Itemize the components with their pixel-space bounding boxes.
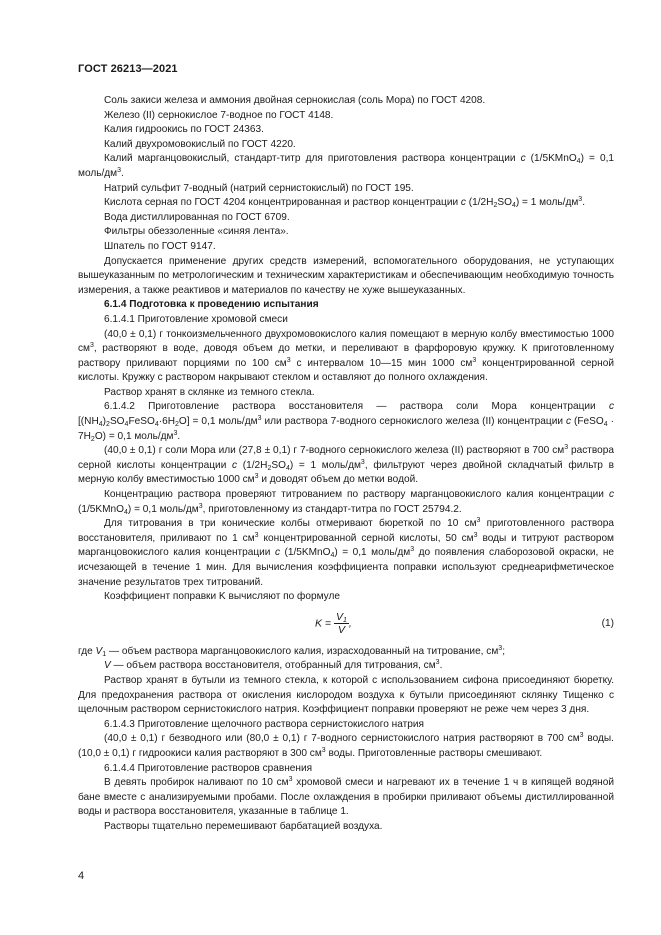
reagent-spatula: Шпатель по ГОСТ 9147. [104, 240, 216, 252]
correction-factor-intro: Коэффициент поправки K вычисляют по формуле [104, 591, 340, 603]
reducer-storage: Раствор хранят в бутыли из темного стекла, к которой с использованием сифона присоединяют бюретку. Для предохранения раствора от окисления кислородом воздуха к бутыли присоединяют склянку Тищенко с щелочным раствором сернистокислого натрия. Коэффициент поправки проверяют не реже чем через 3 дня. [78, 674, 614, 716]
section-6-1-4-2-title: 6.1.4.2 Приготовление раствора восстановителя — раствора соли Мора концентрации c $[(NH_4)_2SO_4FeSO_4\cdot 6H_2O] = 0,1$ моль/$дм^3$ или раствора 7-водного сернокислого железа (II) концентрации c (FeSO$_4$ · $7H_2O) = 0,1$ моль/$дм^3$. [78, 401, 614, 443]
alkaline-sulfite-procedure: (40,0 ± 0,1) г безводного или (80,0 ± 0,1) г 7-водного сернистокислого натрия растворяют в 700 $см^3$ воды. (10,0 ± 0,1) г гидроокиси калия растворяют в 300 $см^3$ воды. Приготовленные растворы смешивают. [78, 732, 614, 759]
section-6-1-4-heading: 6.1.4 Подготовка к проведению испытания [104, 299, 319, 311]
formula-1 [78, 605, 614, 645]
chromic-mixture-storage: Раствор хранят в склянке из темного стекла. [104, 386, 315, 398]
reagent-potassium-hydroxide: Калия гидроокись по ГОСТ 24363. [104, 124, 264, 136]
formula-number: (1) [601, 617, 614, 629]
equivalence-note: Допускается применение других средств измерений, вспомогательного оборудования, не уступающих вышеуказанным по метрологическим и техническим характеристикам и обеспечивающим необходимую точность измерения, а также реактивов и материалов по качеству не хуже вышеуказанных. [78, 255, 614, 296]
where-v: V — объем раствора восстановителя, отобранный для титрования, $см^3$. [104, 659, 443, 672]
reagent-mohr-salt: Соль закиси железа и аммония двойная сернокислая (соль Мора) по ГОСТ 4208. [104, 95, 486, 106]
reference-solutions-mixing: Растворы тщательно перемешивают барбатацией воздуха. [104, 820, 383, 832]
document-body [78, 94, 614, 835]
chromic-mixture-procedure: (40,0 ± 0,1) г тонкоизмельченного двухромовокислого калия помещают в мерную колбу вместимостью 1000 $см^3$, растворяют в воде, доводя объем до метки, и переливают в фарфоровую кружку. К приготовленному раствору приливают порциями по 100 $см^3$ с интервалом 10—15 мин 1000 $см^3$ концентрированной серной кислоты. Кружку с раствором накрывают стеклом и оставляют до полного охлаждения. [78, 328, 614, 384]
reducer-dissolution: (40,0 ± 0,1) г соли Мора или (27,8 ± 0,1) г 7-водного сернокислого железа (II) растворяют в 700 $см^3$ раствора серной кислоты концентрации c $(1/2H_2SO_4) = 1$ моль/$дм^3$, фильтруют через двойной складчатый фильтр в мерную колбу вместимостью 1000 $см^3$ и доводят объем до метки водой. [78, 444, 614, 486]
page-number: 4 [78, 870, 85, 882]
formula-numerator: $V_1$ [335, 610, 347, 624]
reagent-sodium-sulfite: Натрий сульфит 7-водный (натрий сернистокислый) по ГОСТ 195. [104, 182, 414, 194]
reagent-potassium-permanganate: Калий марганцовокислый, стандарт-титр для приготовления раствора концентрации c (1/5KMnO$_4$) = 0,1 моль/$дм^3$. [78, 153, 614, 179]
formula-denominator: V [337, 623, 345, 636]
where-v1: где $V_1$ — объем раствора марганцовокислого калия, израсходованный на титрование, $см^3$; [78, 644, 505, 658]
reference-solutions-procedure: В девять пробирок наливают по 10 $см^3$ хромовой смеси и нагревают их в течение 1 ч в кипящей водяной бане вместе с анализируемыми пробами. После охлаждения в пробирки приливают объемы дистиллированной воды и раствора восстановителя, указанные в таблице 1. [78, 776, 615, 818]
section-6-1-4-3-title: 6.1.4.3 Приготовление щелочного раствора сернистокислого натрия [104, 718, 424, 730]
formula-fraction [334, 611, 349, 636]
document-header: ГОСТ 26213—2021 [78, 63, 178, 75]
reagent-sulfuric-acid: Кислота серная по ГОСТ 4204 концентрированная и раствор концентрации c $(1/2H_2SO_4) = 1$ моль/$дм^3$. [104, 196, 586, 210]
section-6-1-4-1-title: 6.1.4.1 Приготовление хромовой смеси [104, 313, 288, 325]
reagent-iron-sulfate: Железо (II) сернокислое 7-водное по ГОСТ 4148. [104, 109, 334, 121]
reducer-concentration-check: Концентрацию раствора проверяют титрованием по раствору марганцовокислого калия концентрации c (1/5KMnO$_4$) = 0,1 моль/$дм^3$, приготовленному из стандарт-титра по ГОСТ 25794.2. [78, 489, 614, 516]
titration-procedure: Для титрования в три конические колбы отмеривают бюреткой по 10 $см^3$ приготовленного раствора восстановителя, приливают по 1 $см^3$ концентрированной серной кислоты, 50 $см^3$ воды и титруют раствором марганцовокислого калия концентрации c (1/5KMnO$_4$) = 0,1 моль/$дм^3$ до появления слаборозовой окраски, не исчезающей в течение 1 мин. Для вычисления коэффициента поправки используют среднеарифметическое значение результатов трех титрований. [78, 517, 615, 588]
reagent-ashless-filters: Фильтры обеззоленные «синяя лента». [104, 226, 289, 238]
reagent-distilled-water: Вода дистиллированная по ГОСТ 6709. [104, 211, 290, 223]
reagent-potassium-dichromate: Калий двухромовокислый по ГОСТ 4220. [104, 138, 296, 150]
correction-factor-formula: K = $\frac{V_1}{V}$ , [315, 610, 352, 636]
section-6-1-4-4-title: 6.1.4.4 Приготовление растворов сравнения [104, 762, 313, 774]
